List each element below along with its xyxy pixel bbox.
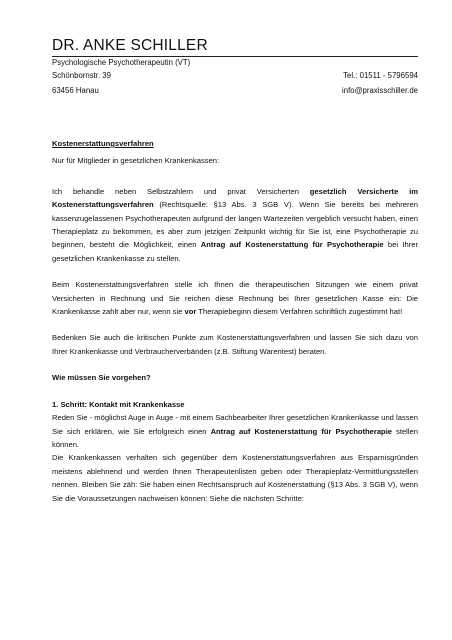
city-address: 63456 Hanau	[52, 86, 99, 95]
street-address: Schönbornstr. 39	[52, 71, 111, 80]
address-row-1	[52, 71, 418, 80]
author-title: Psychologische Psychotherapeutin (VT)	[52, 58, 191, 67]
paragraph-procedure: Beim Kostenerstattungsverfahren stelle ich Ihnen die therapeutischen Sitzungen wie einem privat Versicherten in Rechnung und Sie reichen diese Rechnung bei Ihrer gesetzlichen Kasse ein: Die Krankenkasse zahlt aber nur, wenn sie vor Therapiebeginn diesem Verfahren schriftlich zugestimmt hat!	[52, 280, 418, 317]
step-1-heading: 1. Schritt: Kontakt mit Krankenkasse	[52, 399, 185, 409]
step-1-details: Die Krankenkassen verhalten sich gegenüber dem Kostenerstattungsverfahren aus Ersparnisgründen meistens ablehnend und werden Ihnen Therapeutenlisten geben oder Therapieplatz-Vermittlungsstellen nennen. Bleiben Sie zäh: Sie haben einen Rechtsanspruch auf Kostenerstattung (§13 Abs. 3 SGB V), wenn Sie die Voraussetzungen nachweisen können: Siehe die nächsten Schritte:	[52, 453, 418, 503]
address-row-2	[52, 86, 418, 95]
question-heading: Wie müssen Sie vorgehen?	[52, 373, 151, 383]
document-body	[52, 137, 418, 505]
section-subtitle: Nur für Mitglieder in gesetzlichen Krankenkassen:	[52, 156, 220, 166]
email-address: info@praxisschiller.de	[342, 86, 418, 95]
step-1-text: Reden Sie - möglichst Auge in Auge - mit einem Sachbearbeiter Ihrer gesetzlichen Krankenkasse und lassen Sie sich erklären, wie Sie erfolgreich einen Antrag auf Kostenerstattung für Psychotherapie stellen können.	[52, 413, 418, 449]
author-name: DR. ANKE SCHILLER	[52, 37, 418, 57]
paragraph-critical-points: Bedenken Sie auch die kritischen Punkte zum Kostenerstattungsverfahren und lassen Sie sich dazu von Ihrer Krankenkasse und Verbraucherverbänden (z.B. Stiftung Warentest) beraten.	[52, 333, 418, 356]
phone-number: Tel.: 01511 - 5796594	[343, 71, 418, 80]
section-title: Kostenerstattungsverfahren	[52, 139, 154, 148]
paragraph-intro: Ich behandle neben Selbstzahlern und privat Versicherten gesetzlich Versicherte im Kostenerstattungsverfahren (Rechtsquelle: §13 Abs. 3 SGB V). Wenn Sie bereits bei mehreren kassenzugelassenen Psychotherapeuten aufgrund der langen Wartezeiten vergeblich versucht haben, einen Therapieplatz zu bekommen, es aber zum jetzigen Zeitpunkt wichtig für Sie ist, eine Psychotherapie zu beginnen, besteht die Möglichkeit, einen Antrag auf Kostenerstattung für Psychotherapie bei Ihrer gesetzlichen Krankenkasse zu stellen.	[52, 186, 418, 263]
